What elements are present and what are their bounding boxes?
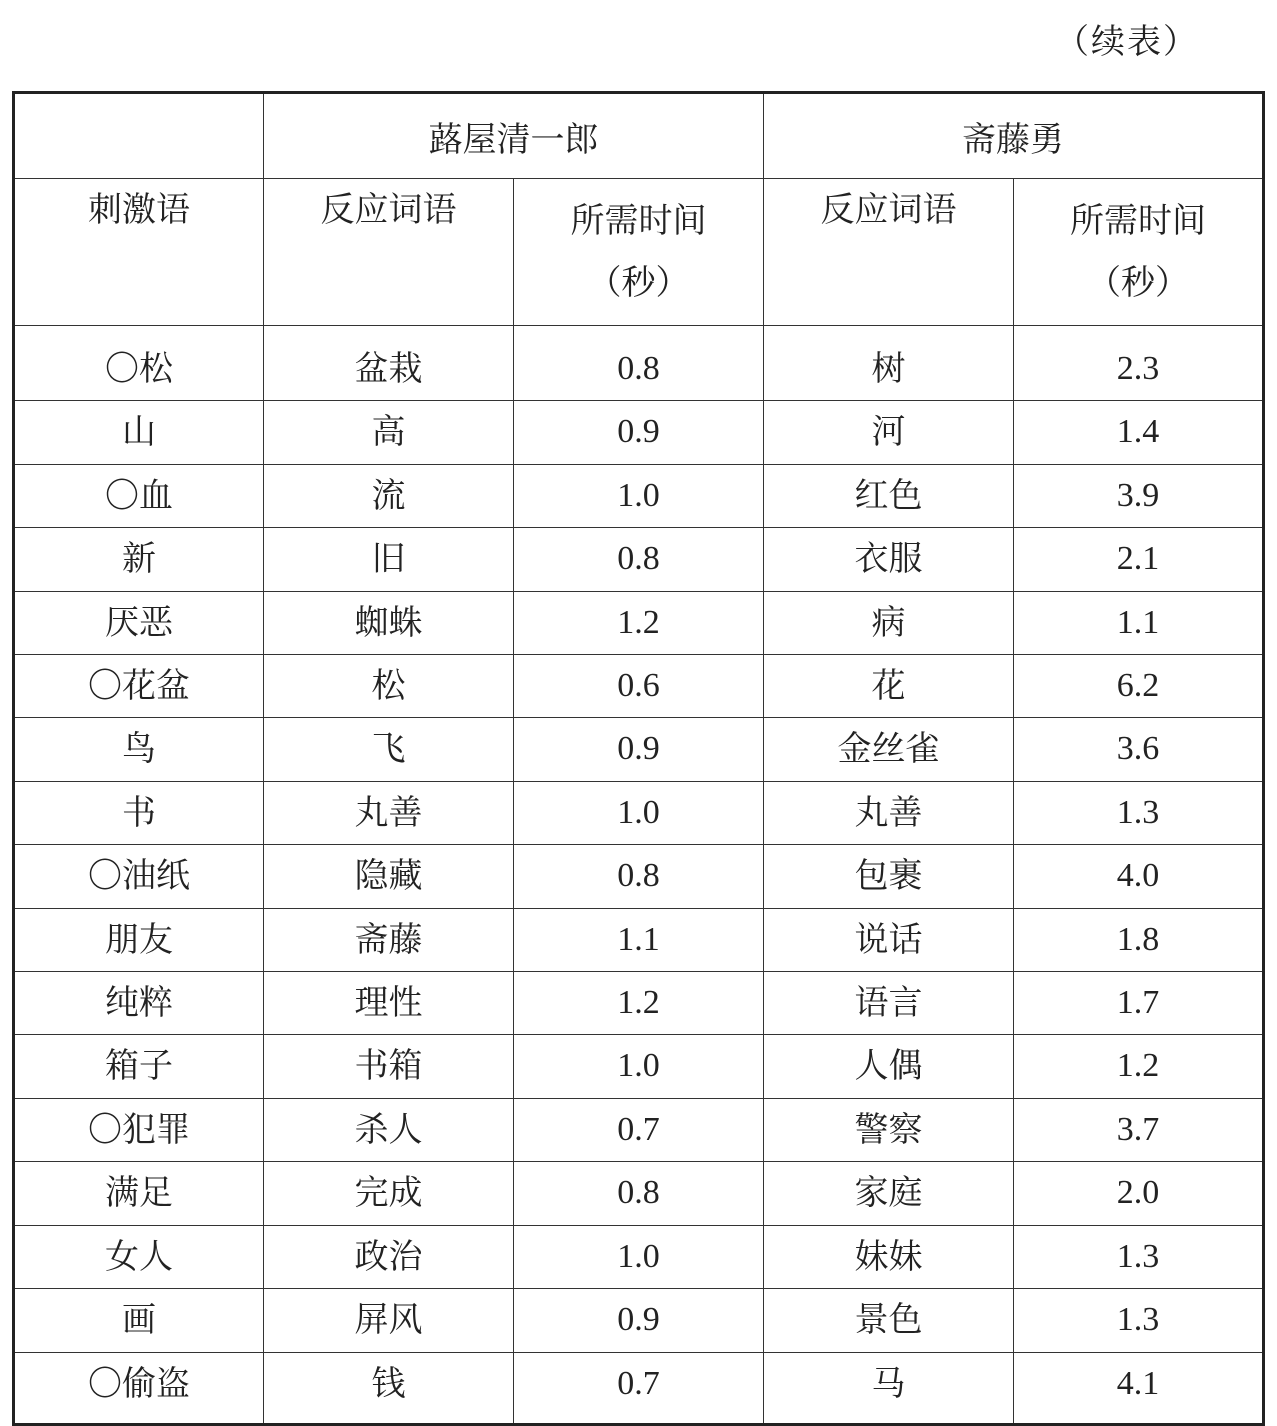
time-a-cell: 1.2 — [514, 972, 764, 1035]
table-row — [14, 718, 1264, 781]
time-a-cell: 0.9 — [514, 718, 764, 781]
stimulus-cell: 〇偷盗 — [14, 1352, 264, 1424]
table-row — [14, 845, 1264, 908]
table-row — [14, 1225, 1264, 1288]
time-b-cell: 1.4 — [1014, 401, 1264, 464]
time-b-cell: 6.2 — [1014, 655, 1264, 718]
response-b-cell: 马 — [764, 1352, 1014, 1424]
table-row — [14, 655, 1264, 718]
response-b-cell: 人偶 — [764, 1035, 1014, 1098]
time-b-cell: 1.7 — [1014, 972, 1264, 1035]
response-a-cell: 盆栽 — [264, 326, 514, 401]
time-b-cell: 3.6 — [1014, 718, 1264, 781]
continued-label: （续表） — [1055, 22, 1199, 62]
response-a-cell: 飞 — [264, 718, 514, 781]
response-b-cell: 红色 — [764, 464, 1014, 527]
response-a-cell: 蜘蛛 — [264, 591, 514, 654]
stimulus-cell: 〇油纸 — [14, 845, 264, 908]
time-b-cell: 3.7 — [1014, 1098, 1264, 1161]
response-a-cell: 理性 — [264, 972, 514, 1035]
association-table — [12, 91, 1265, 1426]
response-b-cell: 衣服 — [764, 528, 1014, 591]
response-a-cell: 杀人 — [264, 1098, 514, 1161]
response-a-cell: 隐藏 — [264, 845, 514, 908]
time-b-cell: 3.9 — [1014, 464, 1264, 527]
stimulus-cell: 鸟 — [14, 718, 264, 781]
table-row — [14, 528, 1264, 591]
header-stimulus: 刺激语 — [14, 179, 264, 326]
response-b-cell: 警察 — [764, 1098, 1014, 1161]
response-a-cell: 政治 — [264, 1225, 514, 1288]
time-a-cell: 0.6 — [514, 655, 764, 718]
response-b-cell: 金丝雀 — [764, 718, 1014, 781]
response-a-cell: 斋藤 — [264, 908, 514, 971]
time-b-cell: 4.0 — [1014, 845, 1264, 908]
header-time-a-line1: 所需时间 — [570, 201, 707, 241]
time-a-cell: 0.8 — [514, 845, 764, 908]
response-b-cell: 景色 — [764, 1289, 1014, 1352]
header-time-b-line1: 所需时间 — [1070, 201, 1206, 241]
table-row — [14, 1098, 1264, 1161]
time-a-cell: 1.0 — [514, 1225, 764, 1288]
time-a-cell: 1.0 — [514, 781, 764, 844]
stimulus-cell: 朋友 — [14, 908, 264, 971]
header-time-a — [514, 179, 764, 326]
time-a-cell: 0.8 — [514, 528, 764, 591]
stimulus-cell: 〇花盆 — [14, 655, 264, 718]
response-b-cell: 花 — [764, 655, 1014, 718]
stimulus-cell: 书 — [14, 781, 264, 844]
table-body — [14, 326, 1264, 1425]
stimulus-cell: 新 — [14, 528, 264, 591]
time-a-cell: 0.9 — [514, 1289, 764, 1352]
table-row — [14, 1035, 1264, 1098]
header-empty-cell — [14, 93, 264, 179]
time-a-cell: 1.1 — [514, 908, 764, 971]
group-header-a: 蕗屋清一郎 — [264, 93, 764, 179]
table-row — [14, 908, 1264, 971]
time-b-cell: 1.3 — [1014, 1225, 1264, 1288]
stimulus-cell: 画 — [14, 1289, 264, 1352]
table-row — [14, 972, 1264, 1035]
stimulus-cell: 〇松 — [14, 326, 264, 401]
header-response-b: 反应词语 — [764, 179, 1014, 326]
response-b-cell: 说话 — [764, 908, 1014, 971]
response-a-cell: 流 — [264, 464, 514, 527]
time-b-cell: 1.8 — [1014, 908, 1264, 971]
stimulus-cell: 〇犯罪 — [14, 1098, 264, 1161]
time-b-cell: 1.2 — [1014, 1035, 1264, 1098]
stimulus-cell: 纯粹 — [14, 972, 264, 1035]
table-row — [14, 401, 1264, 464]
time-a-cell: 0.9 — [514, 401, 764, 464]
time-a-cell: 1.0 — [514, 1035, 764, 1098]
table-row — [14, 1289, 1264, 1352]
response-b-cell: 家庭 — [764, 1162, 1014, 1225]
table-row — [14, 1162, 1264, 1225]
time-a-cell: 0.8 — [514, 1162, 764, 1225]
response-a-cell: 钱 — [264, 1352, 514, 1424]
time-b-cell: 1.3 — [1014, 781, 1264, 844]
response-a-cell: 屏风 — [264, 1289, 514, 1352]
stimulus-cell: 箱子 — [14, 1035, 264, 1098]
response-b-cell: 病 — [764, 591, 1014, 654]
time-b-cell: 1.3 — [1014, 1289, 1264, 1352]
response-a-cell: 书箱 — [264, 1035, 514, 1098]
response-b-cell: 丸善 — [764, 781, 1014, 844]
time-b-cell: 2.3 — [1014, 326, 1264, 401]
header-time-a-line2: （秒） — [587, 263, 690, 303]
stimulus-cell: 厌恶 — [14, 591, 264, 654]
stimulus-cell: 〇血 — [14, 464, 264, 527]
response-a-cell: 完成 — [264, 1162, 514, 1225]
group-header-b: 斋藤勇 — [764, 93, 1264, 179]
stimulus-cell: 山 — [14, 401, 264, 464]
time-b-cell: 2.0 — [1014, 1162, 1264, 1225]
response-a-cell: 旧 — [264, 528, 514, 591]
stimulus-cell: 满足 — [14, 1162, 264, 1225]
time-b-cell: 2.1 — [1014, 528, 1264, 591]
time-a-cell: 0.7 — [514, 1352, 764, 1424]
response-a-cell: 松 — [264, 655, 514, 718]
table-row — [14, 1352, 1264, 1424]
time-a-cell: 0.7 — [514, 1098, 764, 1161]
table-row — [14, 326, 1264, 401]
table-row — [14, 591, 1264, 654]
response-b-cell: 河 — [764, 401, 1014, 464]
time-b-cell: 1.1 — [1014, 591, 1264, 654]
time-a-cell: 0.8 — [514, 326, 764, 401]
time-a-cell: 1.0 — [514, 464, 764, 527]
response-a-cell: 高 — [264, 401, 514, 464]
response-b-cell: 妹妹 — [764, 1225, 1014, 1288]
table-row — [14, 781, 1264, 844]
header-time-b — [1014, 179, 1264, 326]
time-a-cell: 1.2 — [514, 591, 764, 654]
header-time-b-line2: （秒） — [1087, 263, 1189, 303]
time-b-cell: 4.1 — [1014, 1352, 1264, 1424]
response-a-cell: 丸善 — [264, 781, 514, 844]
response-b-cell: 包裹 — [764, 845, 1014, 908]
response-b-cell: 语言 — [764, 972, 1014, 1035]
response-b-cell: 树 — [764, 326, 1014, 401]
table-row — [14, 464, 1264, 527]
header-response-a: 反应词语 — [264, 179, 514, 326]
stimulus-cell: 女人 — [14, 1225, 264, 1288]
